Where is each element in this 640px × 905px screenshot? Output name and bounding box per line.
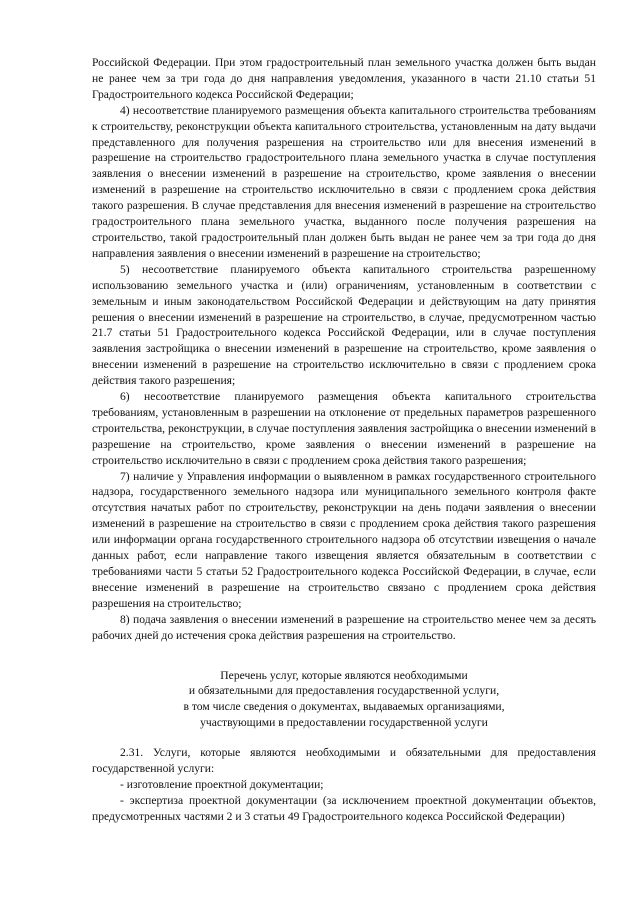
paragraph-continuation: Российской Федерации. При этом градостроительный план земельного участка должен быть выдан не ранее чем за три года до дня направления уведомления, указанного в части 21.10 статьи 51 Градостроительного кодекса Российской Федерации; [92, 56, 596, 101]
top-section [92, 55, 596, 644]
heading-line: участвующими в предоставлении государственной услуги [200, 716, 488, 730]
paragraph-item-6: 6) несоответствие планируемого размещения объекта капитального строительства требованиям, установленным в разрешении на отклонение от предельных параметров разрешенного строительства, реконструкции, в случае поступления заявления застройщика о внесении изменений в разрешение на строительство, кроме заявления о внесении изменений в разрешение на строительство исключительно в связи с продлением срока действия такого разрешения; [92, 390, 596, 467]
document-page [92, 55, 596, 825]
paragraph-item-5: 5) несоответствие планируемого объекта капитального строительства разрешенному использованию земельного участка и (или) ограничениям, установленным в соответствии с земельным и иным законодательством Российской Федерации и действующим на дату принятия решения о внесении изменений в разрешение на строительство, в случае, предусмотренном частью 21.7 статьи 51 Градостроительного кодекса Российской Федерации, или в случае поступления заявления застройщика о внесении изменений в разрешение на строительство, кроме заявления о внесении изменений в разрешение на строительство исключительно в связи с продлением срока действия такого разрешения; [92, 262, 596, 388]
heading-line: в том числе сведения о документах, выдаваемых организациями, [183, 700, 505, 714]
paragraph-item-7: 7) наличие у Управления информации о выявленном в рамках государственного строительного надзора, государственного земельного надзора или муниципального земельного контроля факте отсутствия начатых работ по строительству, реконструкции на день подачи заявления о внесении изменений в разрешение на строительство в связи с продлением срока действия такого разрешения или информации органа государственного строительного надзора об отсутствии извещения о начале данных работ, если направление такого извещения является обязательным в соответствии с требованиями части 5 статьи 52 Градостроительного кодекса Российской Федерации, в случае, если внесение изменений в разрешение на строительство связано с продлением срока действия разрешения на строительство; [92, 469, 596, 610]
list-item-expertise: - экспертиза проектной документации (за исключением проектной документации объектов, предусмотренных частями 2 и 3 статьи 49 Градостроительного кодекса Российской Федерации) [92, 793, 596, 823]
paragraph-item-8: 8) подача заявления о внесении изменений в разрешение на строительство менее чем за десять рабочих дней до истечения срока действия разрешения на строительство. [92, 612, 596, 642]
heading-line: и обязательными для предоставления государственной услуги, [188, 684, 500, 698]
section-heading [92, 668, 596, 732]
list-item-project-documentation: - изготовление проектной документации; [120, 777, 324, 791]
paragraph-item-4: 4) несоответствие планируемого размещения объекта капитального строительства требованиям к строительству, реконструкции объекта капитального строительства, установленным на дату выдачи представленного для получения разрешения на строительство или для внесения изменений в разрешение на строительство градостроительного плана земельного участка в случае поступления заявления о внесении изменений в разрешение на строительство, кроме заявления о внесении изменений в разрешение на строительство исключительно в связи с продлением срока действия такого разрешения. В случае представления для внесения изменений в разрешение на строительство градостроительного плана земельного участка, выданного после получения разрешения на строительство, такой градостроительный план должен быть выдан не ранее чем за три года до дня направления заявления о внесении изменений в разрешение на строительство; [92, 103, 596, 260]
paragraph-2-31: 2.31. Услуги, которые являются необходимыми и обязательными для предоставления государственной услуги: [92, 746, 596, 776]
bottom-section [92, 745, 596, 825]
heading-line: Перечень услуг, которые являются необходимыми [220, 668, 468, 682]
